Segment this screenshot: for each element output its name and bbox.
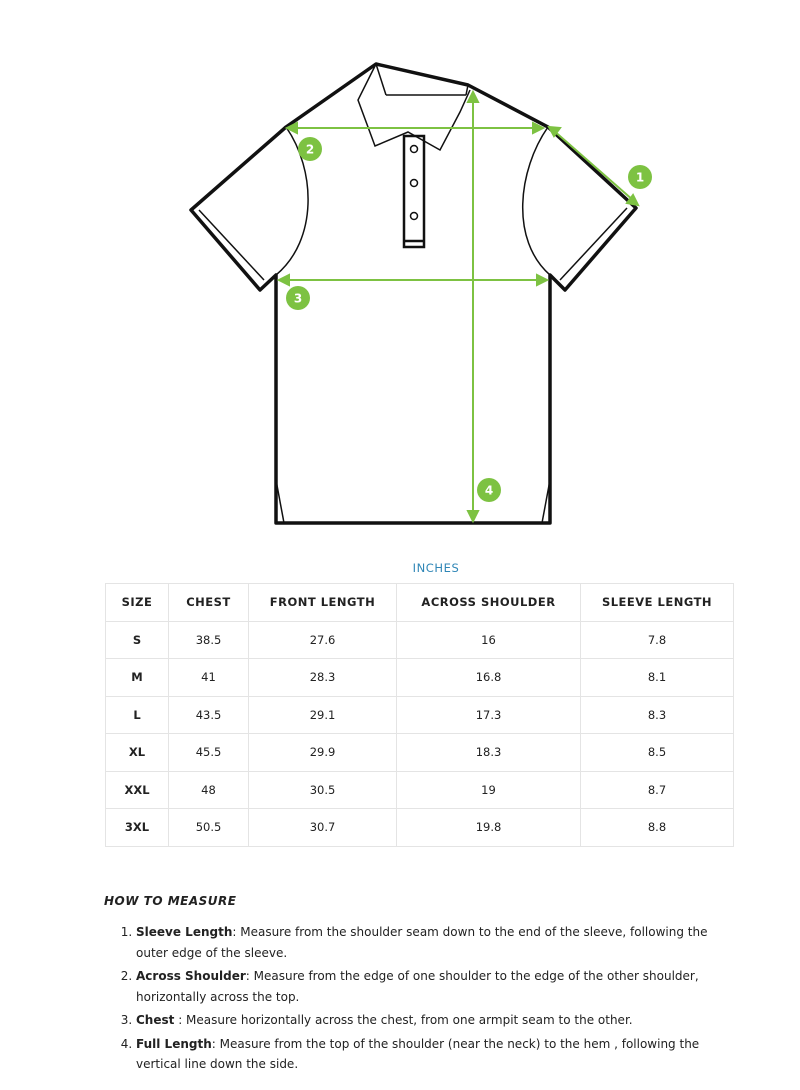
- chest-cell: 41: [169, 659, 249, 697]
- term: Across Shoulder: [136, 969, 246, 983]
- right-armhole: [523, 127, 550, 275]
- size-cell: S: [106, 621, 169, 659]
- table-row: [106, 809, 734, 847]
- front-length-cell: 28.3: [249, 659, 397, 697]
- sleeve-length-cell: 8.8: [581, 809, 734, 847]
- sleeve-arrow-line: [553, 130, 634, 201]
- term: Sleeve Length: [136, 925, 233, 939]
- table-row: [106, 734, 734, 772]
- header-across-shoulder: ACROSS SHOULDER: [397, 584, 581, 622]
- front-length-cell: 30.7: [249, 809, 397, 847]
- size-chart-table: [105, 583, 734, 847]
- sleeve-length-cell: 8.5: [581, 734, 734, 772]
- table-row: [106, 621, 734, 659]
- marker-3: 3: [293, 291, 303, 306]
- front-length-cell: 27.6: [249, 621, 397, 659]
- marker-2: 2: [305, 142, 315, 157]
- arrowhead: [537, 275, 547, 285]
- across-shoulder-cell: 19: [397, 771, 581, 809]
- chest-cell: 48: [169, 771, 249, 809]
- size-cell: XXL: [106, 771, 169, 809]
- description: : Measure horizontally across the chest, from one armpit seam to the other.: [174, 1013, 633, 1027]
- front-length-cell: 29.1: [249, 696, 397, 734]
- size-cell: 3XL: [106, 809, 169, 847]
- list-item: [136, 922, 736, 963]
- arrowhead: [468, 92, 478, 102]
- table-header-row: [106, 584, 734, 622]
- table-row: [106, 659, 734, 697]
- across-shoulder-cell: 16.8: [397, 659, 581, 697]
- header-sleeve-length: SLEEVE LENGTH: [581, 584, 734, 622]
- chest-cell: 43.5: [169, 696, 249, 734]
- arrowhead: [468, 511, 478, 521]
- across-shoulder-cell: 17.3: [397, 696, 581, 734]
- list-item: [136, 1010, 736, 1031]
- marker-4: 4: [484, 483, 494, 498]
- size-cell: M: [106, 659, 169, 697]
- term: Chest: [136, 1013, 175, 1027]
- front-length-cell: 30.5: [249, 771, 397, 809]
- description: : Measure from the top of the shoulder (near the neck) to the hem , following the vertical line down the side.: [136, 1036, 700, 1071]
- right-sleeve-hem: [560, 208, 627, 280]
- header-front-length: FRONT LENGTH: [249, 584, 397, 622]
- description: : Measure from the shoulder seam down to the end of the sleeve, following the outer edge of the sleeve.: [136, 925, 708, 960]
- how-to-measure-list: [118, 922, 736, 1078]
- unit-label: INCHES: [412, 561, 460, 575]
- size-cell: L: [106, 696, 169, 734]
- list-item: [136, 1034, 736, 1075]
- chest-cell: 45.5: [169, 734, 249, 772]
- term: Full Length: [136, 1036, 212, 1051]
- button: [411, 180, 418, 187]
- across-shoulder-cell: 16: [397, 621, 581, 659]
- chest-cell: 50.5: [169, 809, 249, 847]
- across-shoulder-cell: 18.3: [397, 734, 581, 772]
- how-to-measure-heading: HOW TO MEASURE: [104, 894, 237, 908]
- across-shoulder-cell: 19.8: [397, 809, 581, 847]
- description: : Measure from the edge of one shoulder to the edge of the other shoulder, horizontally across the top.: [136, 969, 699, 1004]
- front-length-cell: 29.9: [249, 734, 397, 772]
- button: [411, 213, 418, 220]
- chest-cell: 38.5: [169, 621, 249, 659]
- sleeve-length-cell: 7.8: [581, 621, 734, 659]
- header-size: SIZE: [106, 584, 169, 622]
- marker-1: 1: [635, 170, 645, 185]
- list-item: [136, 966, 736, 1007]
- sleeve-length-cell: 8.3: [581, 696, 734, 734]
- arrowhead: [279, 275, 289, 285]
- shirt-diagram: [0, 0, 800, 540]
- table-row: [106, 771, 734, 809]
- shirt-outline: [191, 64, 636, 523]
- button: [411, 146, 418, 153]
- left-sleeve-hem: [199, 210, 264, 280]
- sleeve-length-cell: 8.1: [581, 659, 734, 697]
- table-row: [106, 696, 734, 734]
- size-cell: XL: [106, 734, 169, 772]
- sleeve-length-cell: 8.7: [581, 771, 734, 809]
- header-chest: CHEST: [169, 584, 249, 622]
